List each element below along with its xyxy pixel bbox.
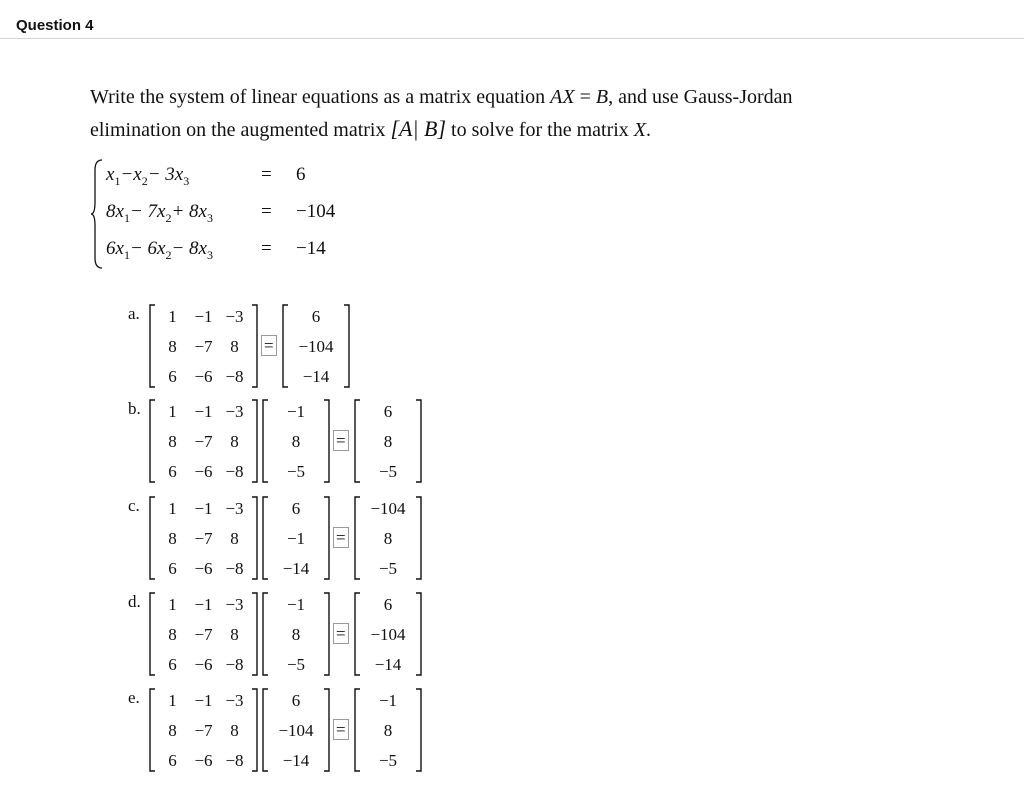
matrix-cell: −7 (194, 337, 213, 356)
coefficient-matrix (148, 686, 259, 774)
equation-rhs: 6 (296, 164, 306, 185)
matrix-row (148, 650, 259, 680)
matrix-cell: 6 (291, 691, 301, 710)
matrix-cell: −3 (225, 595, 244, 614)
equals-sign-text: = (333, 430, 349, 451)
choice-label: b. (128, 399, 141, 418)
matrix-row (261, 397, 331, 427)
matrix-row (353, 590, 423, 620)
matrix-cell: −1 (286, 529, 306, 548)
column-matrix (261, 494, 331, 582)
answer-choice-e[interactable] (128, 686, 428, 774)
matrix-cell: −7 (194, 721, 213, 740)
equation-term: − 8x (171, 238, 207, 259)
equation-rhs: −104 (296, 201, 336, 222)
matrix-row (148, 494, 259, 524)
equation-equals: = (261, 164, 272, 185)
equation-subscript: 2 (165, 210, 172, 225)
matrix-cell: −14 (282, 559, 310, 578)
matrix-row (261, 590, 331, 620)
matrix-cell: −3 (225, 499, 244, 518)
matrix-cell: −104 (370, 625, 406, 644)
matrix-cell: 8 (230, 337, 239, 356)
matrix-cell: 1 (168, 691, 177, 710)
matrix-cell: 8 (168, 721, 177, 740)
answer-choice-a[interactable] (128, 302, 428, 390)
matrix-cell: 8 (291, 625, 301, 644)
matrix-cell: −1 (194, 307, 213, 326)
matrix-cell: −3 (225, 307, 244, 326)
matrix-cell: 6 (383, 595, 393, 614)
equals-sign (333, 426, 349, 456)
coefficient-matrix (148, 590, 259, 678)
column-matrix (353, 397, 423, 485)
question-prompt (90, 82, 920, 146)
equation-subscript: 2 (141, 173, 148, 188)
matrix-cell: −1 (286, 402, 306, 421)
column-matrix (261, 590, 331, 678)
matrix-row (148, 427, 259, 457)
matrix-cell: 8 (383, 432, 393, 451)
matrix-row (353, 650, 423, 680)
augmented-matrix-notation: [A| B] (390, 116, 447, 141)
matrix-row (148, 716, 259, 746)
equation-subscript: 3 (183, 173, 190, 188)
equals-sign (333, 715, 349, 745)
matrix-row (353, 427, 423, 457)
equals-sign (333, 523, 349, 553)
question-title: Question 4 (16, 17, 94, 34)
matrix-row (261, 746, 331, 776)
equation-lhs (106, 195, 213, 235)
matrix-row (261, 524, 331, 554)
column-matrix (261, 686, 331, 774)
equation-term: − 6x (129, 238, 166, 259)
matrix-row (261, 554, 331, 584)
column-matrix (353, 494, 423, 582)
matrix-cell: −5 (378, 462, 398, 481)
matrix-row (148, 362, 259, 392)
matrix-row (261, 427, 331, 457)
equation-lhs (106, 158, 189, 198)
matrix-cell: 1 (168, 307, 177, 326)
matrix-row (353, 620, 423, 650)
matrix-cell: 6 (168, 367, 177, 386)
matrix-cell: 6 (168, 751, 177, 770)
prompt-text: , and use Gauss-Jordan (608, 86, 793, 108)
equation-equals: = (261, 238, 272, 259)
matrix-cell: 8 (230, 721, 239, 740)
matrix-cell: 8 (230, 432, 239, 451)
equals-sign-text: = (333, 719, 349, 740)
matrix-cell: −1 (194, 595, 213, 614)
matrix-cell: −8 (225, 462, 244, 481)
matrix-cell: −7 (194, 529, 213, 548)
equation-rhs: −14 (296, 238, 326, 259)
prompt-eq-b: B (595, 86, 609, 108)
matrix-cell: −14 (282, 751, 310, 770)
matrix-row (353, 554, 423, 584)
matrix-cell: 6 (311, 307, 321, 326)
matrix-row (148, 620, 259, 650)
matrix-cell: 8 (230, 529, 239, 548)
equation-subscript: 3 (206, 210, 213, 225)
matrix-cell: −104 (298, 337, 334, 356)
choice-label: a. (128, 304, 140, 323)
prompt-eq-sign: = (574, 86, 596, 108)
equation-lhs (106, 232, 213, 272)
matrix-row (148, 746, 259, 776)
matrix-cell: −1 (194, 499, 213, 518)
matrix-cell: 8 (168, 529, 177, 548)
equation-term: −x (120, 164, 142, 185)
matrix-row (148, 686, 259, 716)
matrix-cell: −8 (225, 559, 244, 578)
question-header (0, 0, 1024, 39)
matrix-cell: −1 (194, 691, 213, 710)
matrix-row (353, 397, 423, 427)
matrix-cell: −1 (194, 402, 213, 421)
matrix-cell: −5 (286, 655, 306, 674)
matrix-cell: 8 (230, 625, 239, 644)
coefficient-matrix (148, 397, 259, 485)
matrix-cell: 1 (168, 595, 177, 614)
matrix-row (261, 620, 331, 650)
matrix-cell: 1 (168, 402, 177, 421)
matrix-cell: −5 (378, 751, 398, 770)
matrix-row (281, 332, 351, 362)
matrix-row (148, 302, 259, 332)
matrix-cell: −7 (194, 625, 213, 644)
matrix-cell: 8 (291, 432, 301, 451)
matrix-cell: −14 (302, 367, 330, 386)
matrix-cell: −7 (194, 432, 213, 451)
equals-sign-text: = (333, 527, 349, 548)
coefficient-matrix (148, 494, 259, 582)
matrix-cell: −6 (194, 655, 213, 674)
matrix-cell: −14 (374, 655, 402, 674)
matrix-cell: −8 (225, 751, 244, 770)
choice-label: d. (128, 592, 141, 611)
matrix-row (261, 686, 331, 716)
equation-subscript: 1 (123, 210, 130, 225)
matrix-row (281, 362, 351, 392)
matrix-cell: −104 (370, 499, 406, 518)
matrix-row (148, 590, 259, 620)
matrix-cell: −3 (225, 691, 244, 710)
matrix-cell: −5 (286, 462, 306, 481)
matrix-row (281, 302, 351, 332)
matrix-cell: 8 (168, 337, 177, 356)
matrix-cell: 6 (168, 559, 177, 578)
matrix-row (148, 332, 259, 362)
column-matrix (353, 686, 423, 774)
matrix-row (353, 494, 423, 524)
equals-sign-text: = (261, 335, 277, 356)
equals-sign-text: = (333, 623, 349, 644)
prompt-text: . (646, 119, 651, 141)
equation-subscript: 2 (165, 247, 172, 262)
equation-term: − 3x (147, 164, 184, 185)
equation-term: 6x (106, 238, 124, 259)
matrix-cell: −1 (378, 691, 398, 710)
answer-choice-b[interactable] (128, 397, 428, 485)
matrix-row (353, 716, 423, 746)
prompt-text: Write the system of linear equations as a matrix equation (90, 86, 551, 108)
coefficient-matrix (148, 302, 259, 390)
matrix-cell: 1 (168, 499, 177, 518)
equation-term: x (106, 164, 115, 185)
prompt-matrix-x: X (633, 119, 646, 141)
matrix-cell: 8 (383, 721, 393, 740)
matrix-cell: −6 (194, 559, 213, 578)
matrix-row (148, 524, 259, 554)
matrix-cell: 6 (383, 402, 393, 421)
equation-term: + 8x (171, 201, 207, 222)
matrix-cell: −8 (225, 655, 244, 674)
choice-label: e. (128, 688, 140, 707)
matrix-row (353, 524, 423, 554)
matrix-cell: 6 (168, 462, 177, 481)
equals-sign (261, 331, 277, 361)
matrix-row (261, 650, 331, 680)
matrix-cell: −6 (194, 367, 213, 386)
choice-label: c. (128, 496, 140, 515)
equation-equals: = (261, 201, 272, 222)
matrix-row (148, 457, 259, 487)
prompt-text: to solve for the matrix (446, 119, 634, 141)
prompt-text: elimination on the augmented matrix (90, 119, 391, 141)
left-brace (90, 158, 104, 270)
matrix-cell: 8 (168, 432, 177, 451)
matrix-cell: −8 (225, 367, 244, 386)
matrix-row (148, 554, 259, 584)
equation-subscript: 3 (206, 247, 213, 262)
equation-subscript: 1 (123, 247, 130, 262)
column-matrix (353, 590, 423, 678)
matrix-row (261, 494, 331, 524)
equation-subscript: 1 (114, 173, 121, 188)
matrix-row (261, 716, 331, 746)
equation-system (90, 158, 350, 270)
equals-sign (333, 619, 349, 649)
matrix-cell: 6 (291, 499, 301, 518)
column-matrix (261, 397, 331, 485)
equation-term: − 7x (129, 201, 166, 222)
column-matrix (281, 302, 351, 390)
matrix-cell: −6 (194, 462, 213, 481)
matrix-cell: 8 (383, 529, 393, 548)
answer-choice-c[interactable] (128, 494, 428, 582)
matrix-cell: −6 (194, 751, 213, 770)
matrix-cell: −104 (278, 721, 314, 740)
prompt-eq-ax: AX (550, 86, 575, 108)
matrix-cell: −3 (225, 402, 244, 421)
matrix-row (148, 397, 259, 427)
equation-term: 8x (106, 201, 124, 222)
matrix-row (261, 457, 331, 487)
matrix-cell: −5 (378, 559, 398, 578)
matrix-cell: 8 (168, 625, 177, 644)
matrix-row (353, 686, 423, 716)
matrix-cell: 6 (168, 655, 177, 674)
answer-choice-d[interactable] (128, 590, 428, 678)
matrix-row (353, 746, 423, 776)
matrix-row (353, 457, 423, 487)
matrix-cell: −1 (286, 595, 306, 614)
